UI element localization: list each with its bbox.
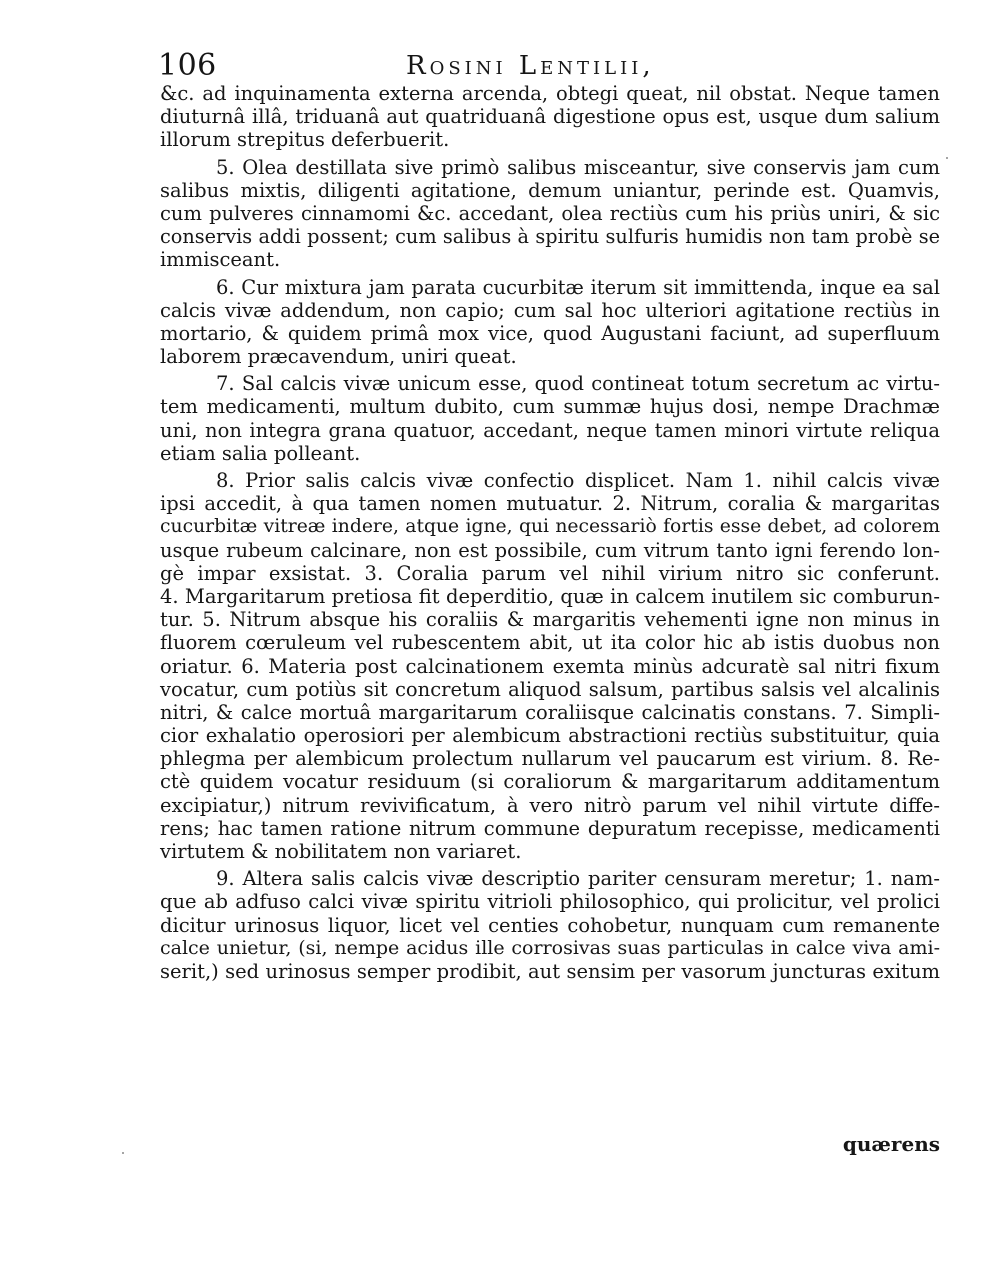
text-line: phlegma per alembicum prolectum nullarum vel paucarum est virium. 8. Re- — [160, 747, 940, 771]
paragraph-5-start: 5. Olea destillata sive primò salibus misceantur, sive conservis jam cum — [216, 155, 940, 179]
text-line: uni, non integra grana quatuor, accedant, neque tamen minori virtute reliqua — [160, 418, 940, 442]
catchword: quærens — [842, 1132, 940, 1156]
text-line: usque rubeum calcinare, non est possibile, cum vitrum tanto igni ferendo lon- — [160, 538, 940, 562]
text-line: conservis addi possent; cum salibus à spiritu sulfuris humidis non tam probè se — [160, 225, 940, 249]
text-line: tem medicamenti, multum dubito, cum summæ hujus dosi, nempe Drachmæ — [160, 395, 940, 419]
text-line: ipsi accedit, à qua tamen nomen mutuatur. 2. Nitrum, coralia & margaritas — [160, 492, 940, 516]
body-text — [160, 82, 940, 983]
text-line: illorum strepitus deferbuerit. — [160, 128, 450, 152]
text-line: serit,) sed urinosus semper prodibit, aut sensim per vasorum juncturas exitum — [160, 959, 940, 983]
text-line: cucurbitæ vitreæ indere, atque igne, qui necessariò fortis esse debet, ad colorem — [160, 516, 940, 538]
text-line: immisceant. — [160, 248, 281, 272]
text-line: que ab adfuso calci vivæ spiritu vitrioli philosophico, qui prolicitur, vel prolici — [160, 890, 940, 914]
text-line: tur. 5. Nitrum absque his coraliis & margaritis vehementi igne non minus in — [160, 608, 940, 632]
text-line: excipiatur,) nitrum revivificatum, à vero nitrò parum vel nihil virtute diffe- — [160, 793, 940, 817]
text-line: etiam salia polleant. — [160, 441, 361, 465]
text-line: vocatur, cum potiùs sit concretum aliquod salsum, partibus salsis vel alcalinis — [160, 677, 940, 701]
text-line: laborem præcavendum, uniri queat. — [160, 345, 517, 369]
text-line: rens; hac tamen ratione nitrum commune depuratum recepisse, medicamenti — [160, 816, 940, 840]
text-line: fluorem cœruleum vel rubescentem abit, ut ita color hic ab istis duobus non — [160, 631, 940, 655]
text-line: ctè quidem vocatur residuum (si coraliorum & margaritarum additamentum — [160, 770, 940, 794]
running-head: Rosini Lentilii, — [406, 51, 655, 81]
text-line: &c. ad inquinamenta externa arcenda, obtegi queat, nil obstat. Neque tamen — [160, 82, 940, 105]
text-line: oriatur. 6. Materia post calcinationem exemta minùs adcuratè sal nitri fixum — [160, 654, 940, 678]
paragraph-6-start: 6. Cur mixtura jam parata cucurbitæ iterum sit immittenda, inque ea sal — [216, 275, 940, 299]
paragraph-9-start: 9. Altera salis calcis vivæ descriptio pariter censuram meretur; 1. nam- — [216, 867, 940, 891]
text-line: calcis vivæ addendum, non capio; cum sal hoc ulteriori agitatione rectiùs in — [160, 298, 940, 322]
page-header — [158, 46, 958, 86]
text-line: calce unietur, (si, nempe acidus ille corrosivas suas particulas in calce viva ami- — [160, 936, 940, 959]
text-line: dicitur urinosus liquor, licet vel centies cohobetur, nunquam cum remanente — [160, 913, 940, 937]
text-line: mortario, & quidem primâ mox vice, quod Augustani faciunt, ad superfluum — [160, 321, 940, 345]
paragraph-8-start: 8. Prior salis calcis vivæ confectio displicet. Nam 1. nihil calcis vivæ — [216, 469, 940, 492]
paper-speck — [946, 157, 948, 159]
text-line: salibus mixtis, diligenti agitatione, demum uniantur, perinde est. Quamvis, — [160, 178, 940, 202]
paper-speck — [122, 1152, 124, 1154]
text-line: virtutem & nobilitatem non variaret. — [160, 840, 522, 863]
page-number: 106 — [158, 48, 217, 83]
text-line: 4. Margaritarum pretiosa fit deperditio, quæ in calcem inutilem sic comburun- — [160, 584, 940, 608]
text-line: nitri, & calce mortuâ margaritarum coraliisque calcinatis constans. 7. Simpli- — [160, 700, 940, 724]
text-line: diuturnâ illâ, triduanâ aut quatriduanâ digestione opus est, usque dum salium — [160, 105, 940, 129]
text-line: cior exhalatio operosiori per alembicum abstractioni rectiùs substituitur, quia — [160, 724, 940, 748]
text-line: gè impar exsistat. 3. Coralia parum vel nihil virium nitro sic conferunt. — [160, 561, 940, 585]
paragraph-7-start: 7. Sal calcis vivæ unicum esse, quod contineat totum secretum ac virtu- — [216, 372, 940, 396]
text-line: cum pulveres cinnamomi &c. accedant, olea rectiùs cum his priùs uniri, & sic — [160, 201, 940, 225]
